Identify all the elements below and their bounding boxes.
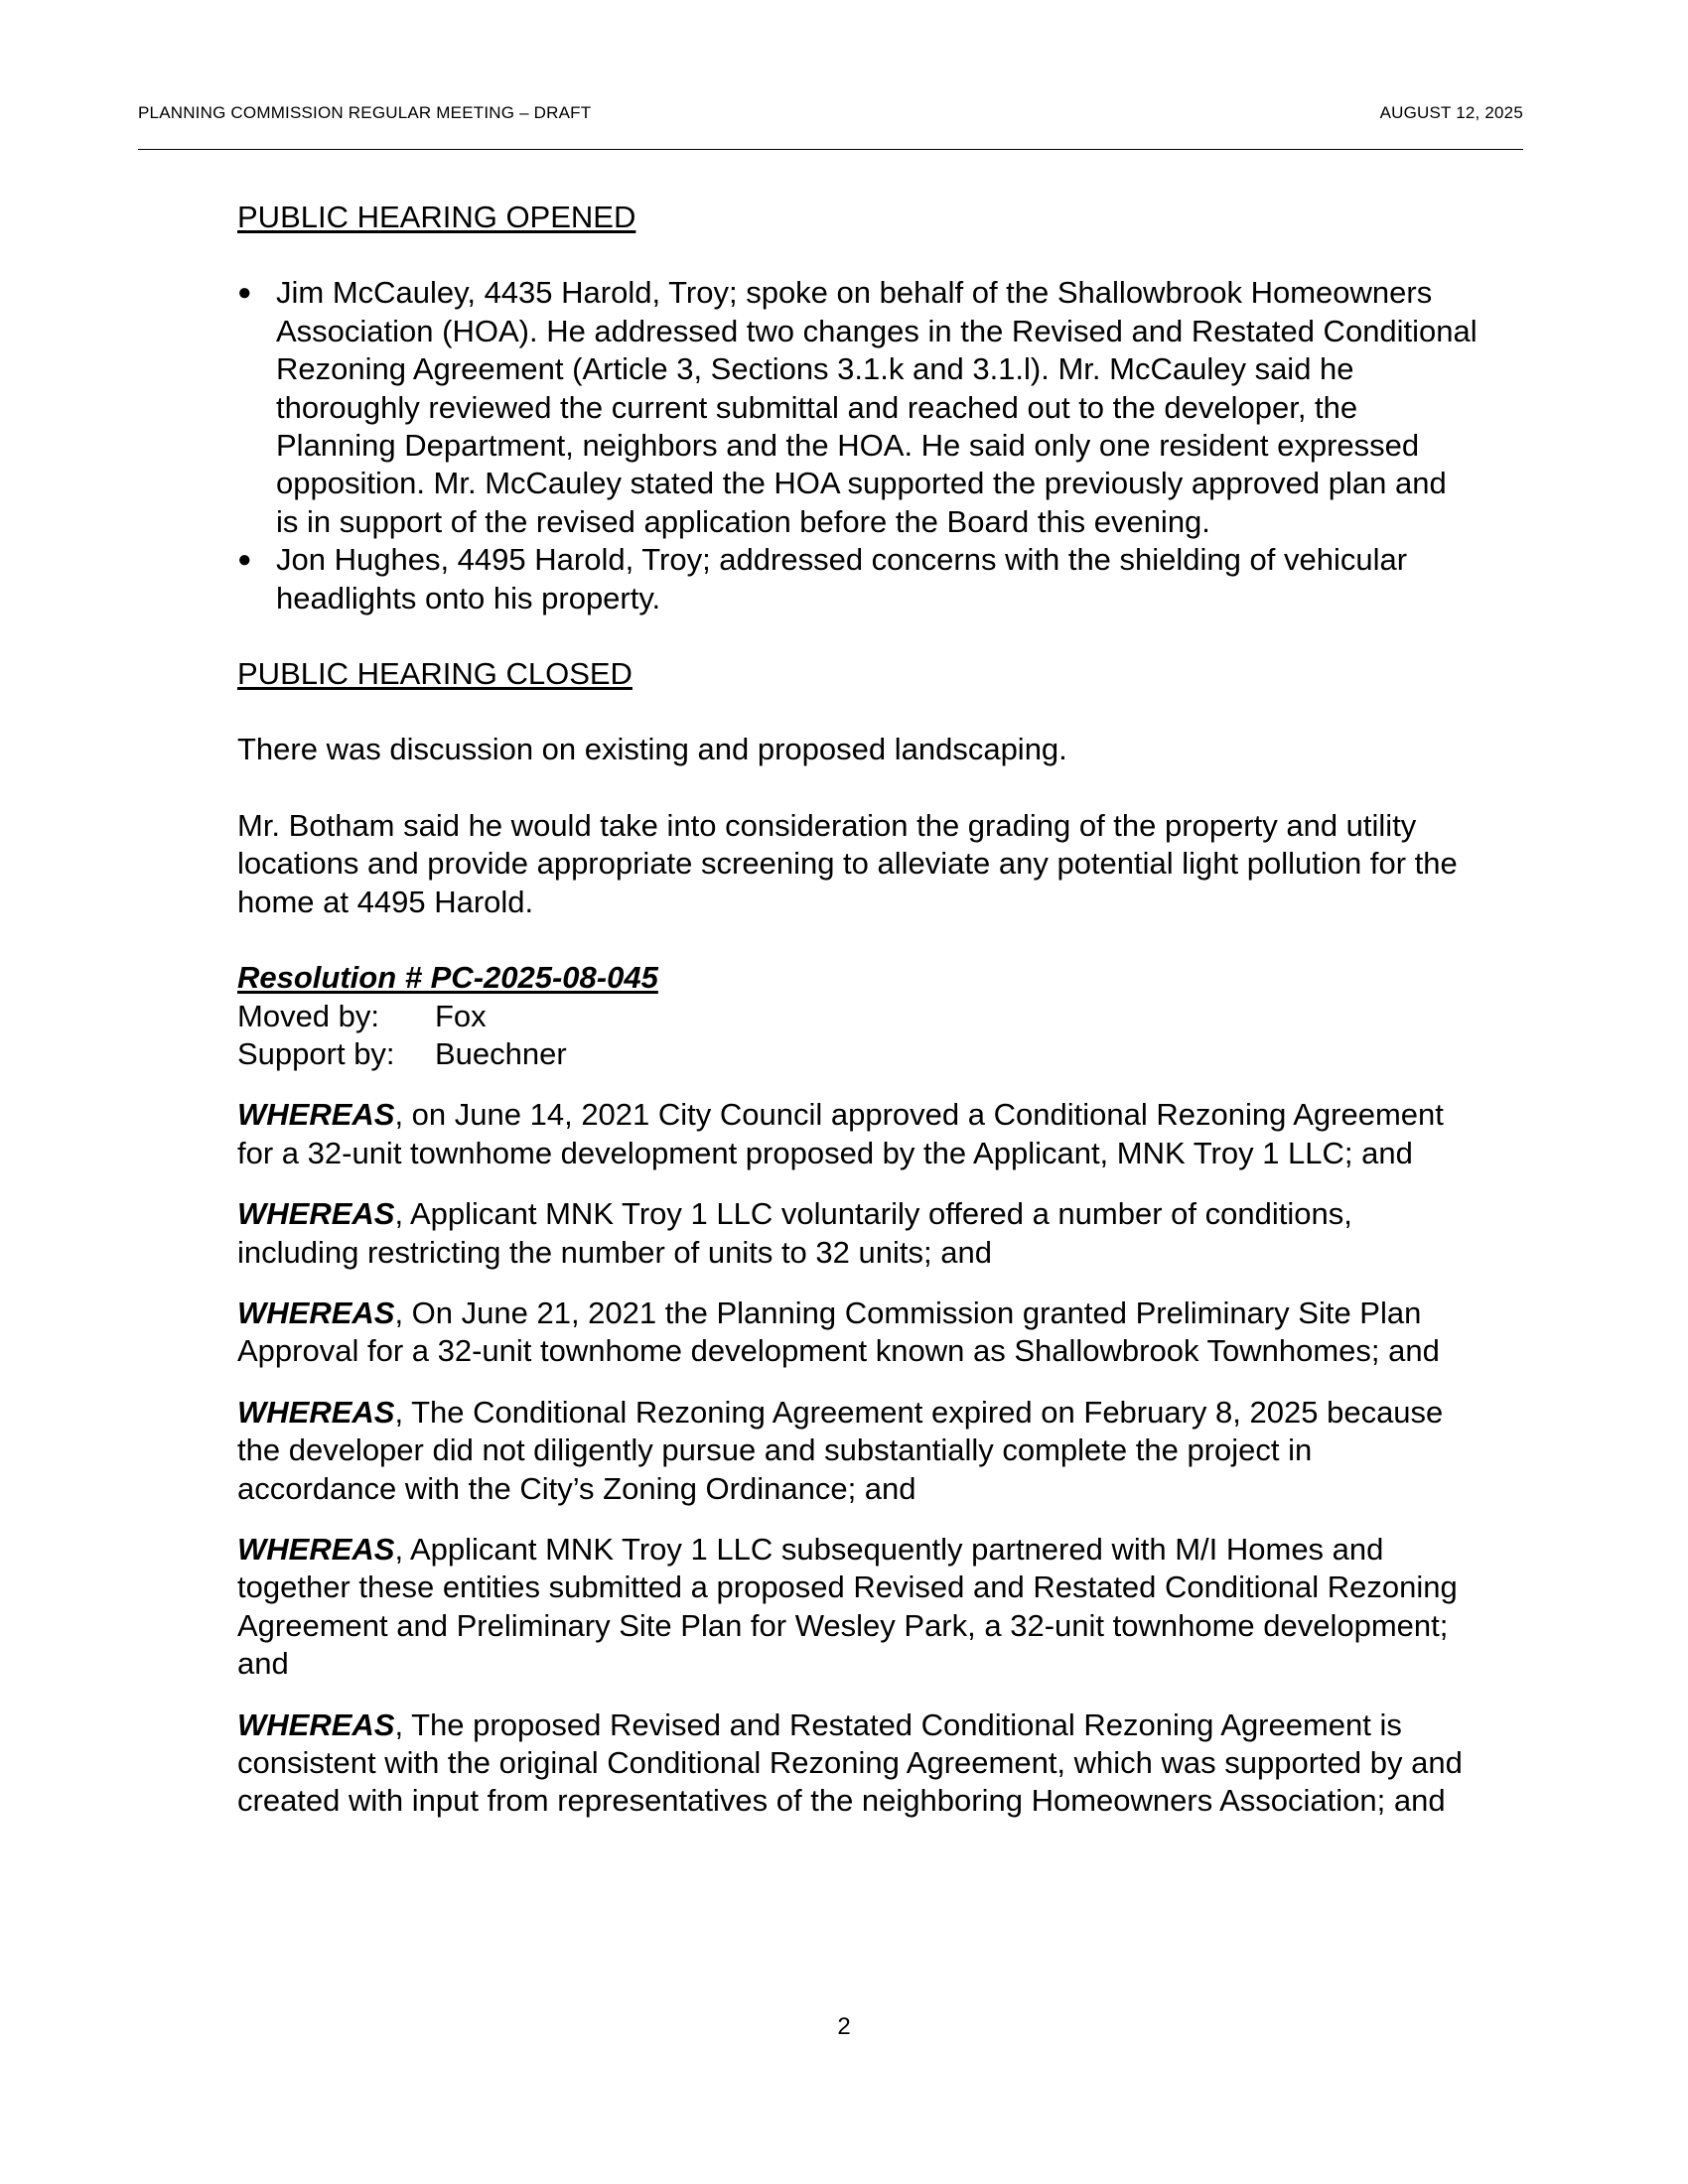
public-hearing-closed-heading: PUBLIC HEARING CLOSED	[237, 656, 633, 692]
public-hearing-opened-heading: PUBLIC HEARING OPENED	[237, 200, 636, 234]
bullet-line: Rezoning Agreement (Article 3, Sections 3.1.k and 3.1.l). Mr. McCauley said he	[276, 351, 1354, 387]
bullet-line: headlights onto his property.	[276, 580, 661, 615]
whereas-line: accordance with the City’s Zoning Ordinance; and	[237, 1470, 916, 1506]
bullet-line: Planning Department, neighbors and the HOA. He said only one resident expressed	[276, 428, 1420, 464]
botham-paragraph	[237, 807, 1568, 921]
whereas-text: , on June 14, 2021 City Council approved a Conditional Rezoning Agreement	[394, 1097, 1444, 1133]
whereas-clause-3	[237, 1295, 1568, 1371]
whereas-clause-5	[237, 1531, 1568, 1684]
moved-by-row	[237, 998, 1568, 1035]
speaker-item-mccauley	[237, 274, 1568, 541]
whereas-keyword: WHEREAS	[237, 1706, 395, 1742]
support-by-value: Buechner	[435, 1035, 567, 1071]
whereas-clause-2	[237, 1195, 1568, 1272]
bullet-line: Association (HOA). He addressed two changes in the Revised and Restated Conditional	[276, 313, 1477, 348]
discussion-paragraph: There was discussion on existing and proposed landscaping.	[237, 732, 1067, 767]
bullet-icon: ●	[237, 279, 252, 307]
whereas-keyword: WHEREAS	[237, 1295, 395, 1330]
resolution-title: Resolution # PC-2025-08-045	[237, 960, 658, 996]
bullet-icon: ●	[237, 546, 252, 574]
whereas-text: , Applicant MNK Troy 1 LLC voluntarily offered a number of conditions,	[394, 1196, 1352, 1232]
header-title: PLANNING COMMISSION REGULAR MEETING – DRAFT	[138, 103, 592, 122]
support-by-row	[237, 1035, 1568, 1073]
bullet-line: Jim McCauley, 4435 Harold, Troy; spoke on behalf of the Shallowbrook Homeowners	[276, 275, 1433, 311]
bullet-line: thoroughly reviewed the current submittal and reached out to the developer, the	[276, 389, 1358, 425]
whereas-text: , The proposed Revised and Restated Conditional Rezoning Agreement is	[394, 1706, 1402, 1742]
whereas-text: , The Conditional Rezoning Agreement expired on February 8, 2025 because	[394, 1394, 1444, 1430]
paragraph-line: locations and provide appropriate screening to alleviate any potential light pollution for the	[237, 846, 1458, 882]
header-date: AUGUST 12, 2025	[1379, 103, 1523, 122]
page-number: 2	[837, 2013, 851, 2040]
whereas-keyword: WHEREAS	[237, 1394, 395, 1430]
resolution-block	[237, 959, 1568, 1073]
moved-by-label: Moved by:	[237, 998, 380, 1033]
whereas-clause-4	[237, 1394, 1568, 1508]
whereas-keyword: WHEREAS	[237, 1196, 395, 1232]
moved-by-value: Fox	[435, 998, 487, 1033]
whereas-line: and	[237, 1646, 289, 1682]
whereas-line: including restricting the number of units to 32 units; and	[237, 1234, 992, 1270]
whereas-line: together these entities submitted a proposed Revised and Restated Conditional Rezoning	[237, 1570, 1458, 1605]
document-body	[237, 199, 1568, 1821]
whereas-line: Approval for a 32-unit townhome development known as Shallowbrook Townhomes; and	[237, 1333, 1440, 1369]
paragraph-line: home at 4495 Harold.	[237, 884, 534, 919]
whereas-text: , On June 21, 2021 the Planning Commission granted Preliminary Site Plan	[394, 1295, 1422, 1330]
whereas-keyword: WHEREAS	[237, 1531, 395, 1567]
support-by-label: Support by:	[237, 1035, 395, 1071]
bullet-line: opposition. Mr. McCauley stated the HOA supported the previously approved plan and	[276, 466, 1447, 501]
paragraph-line: Mr. Botham said he would take into consideration the grading of the property and utility	[237, 807, 1417, 843]
whereas-text: , Applicant MNK Troy 1 LLC subsequently partnered with M/I Homes and	[394, 1531, 1384, 1567]
speaker-item-hughes	[237, 541, 1568, 617]
whereas-keyword: WHEREAS	[237, 1097, 395, 1133]
whereas-line: the developer did not diligently pursue and substantially complete the project in	[237, 1433, 1313, 1468]
whereas-line: consistent with the original Conditional Rezoning Agreement, which was supported by and	[237, 1745, 1463, 1780]
whereas-line: created with input from representatives of the neighboring Homeowners Association; and	[237, 1783, 1446, 1819]
bullet-line: Jon Hughes, 4495 Harold, Troy; addressed concerns with the shielding of vehicular	[276, 542, 1408, 578]
whereas-clause-1	[237, 1096, 1568, 1172]
whereas-line: for a 32-unit townhome development proposed by the Applicant, MNK Troy 1 LLC; and	[237, 1135, 1413, 1170]
speaker-list	[237, 274, 1568, 617]
header-divider	[138, 149, 1523, 150]
whereas-clause-6	[237, 1706, 1568, 1821]
whereas-line: Agreement and Preliminary Site Plan for Wesley Park, a 32-unit townhome development;	[237, 1607, 1449, 1643]
bullet-line: is in support of the revised application before the Board this evening.	[276, 503, 1210, 539]
